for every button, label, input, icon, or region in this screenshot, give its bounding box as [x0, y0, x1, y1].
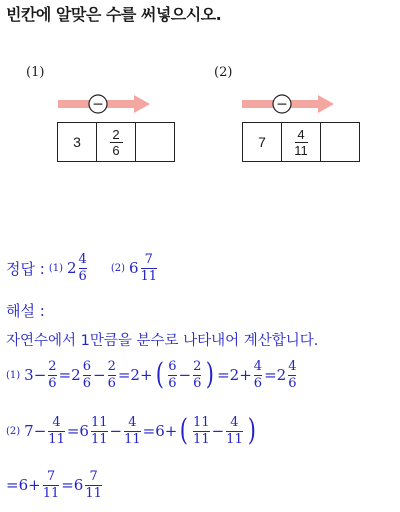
- answer-1-label: (1): [48, 262, 63, 274]
- problem-1-whole-cell: 3: [58, 123, 97, 161]
- answer-label: 정답 :: [6, 259, 45, 278]
- problem-2-answer-blank[interactable]: [321, 123, 359, 161]
- answer-2-whole: 6: [128, 259, 139, 278]
- problem-1-label: (1): [26, 65, 45, 80]
- problem-1-fraction-cell: [97, 123, 136, 161]
- explanation-text: 자연수에서 1만큼을 분수로 나타내어 계산합니다.: [6, 333, 319, 349]
- problem-2-boxes: [242, 122, 360, 162]
- answer-2-label: (2): [110, 262, 125, 274]
- problem-1-minus-arrow: [58, 93, 150, 115]
- answer-line: [6, 253, 159, 283]
- solution-3-line: =6+ $\frac{7}{11}$ =6 $\frac{7}{11}$: [6, 469, 102, 501]
- explanation-label: 해설 :: [6, 302, 45, 320]
- problem-2-operator: −: [276, 96, 288, 113]
- problem-1-fraction: [110, 128, 123, 157]
- solution-1-line: (1) 3− $\frac{2}{6}$ =2 $\frac{6}{6}$ − $\frac{2}{6}$ =2+ ( $\frac{6}{6}$ − $\frac{2}{6}$ ) =2+ $\frac{4}{6}$ =2 $\frac{4}{6}$: [6, 357, 297, 393]
- problem-1-fraction-numerator: 2: [112, 126, 120, 142]
- answer-1-whole: 2: [66, 259, 77, 278]
- solution-2-line: (2) 7− $\frac{4}{11}$ =6 $\frac{11}{11}$ − $\frac{4}{11}$ =6+ ( $\frac{11}{11}$ − $\frac{4}{11}$ ): [6, 413, 256, 449]
- answer-2-fraction: $\frac{7}{11}$: [140, 252, 158, 284]
- solution-2-label: (2): [6, 425, 21, 437]
- problem-2-minus-arrow: [242, 93, 334, 115]
- problem-1-boxes: [57, 122, 175, 162]
- problem-2-fraction-cell: [282, 123, 321, 161]
- problem-2-fraction-numerator: 4: [297, 126, 305, 142]
- problem-1-answer-blank[interactable]: [136, 123, 174, 161]
- problem-2-whole-cell: 7: [243, 123, 282, 161]
- answer-1-fraction: $\frac{4}{6}$: [78, 252, 87, 284]
- problem-2-fraction-denominator: 11: [294, 142, 308, 158]
- question-title: 빈칸에 알맞은 수를 써넣으시오.: [6, 5, 222, 24]
- problem-2-label: (2): [214, 65, 233, 80]
- problem-1-operator: −: [92, 96, 104, 113]
- problem-1-fraction-denominator: 6: [112, 142, 120, 158]
- solution-1-label: (1): [6, 369, 21, 381]
- problem-2-fraction: [294, 128, 308, 157]
